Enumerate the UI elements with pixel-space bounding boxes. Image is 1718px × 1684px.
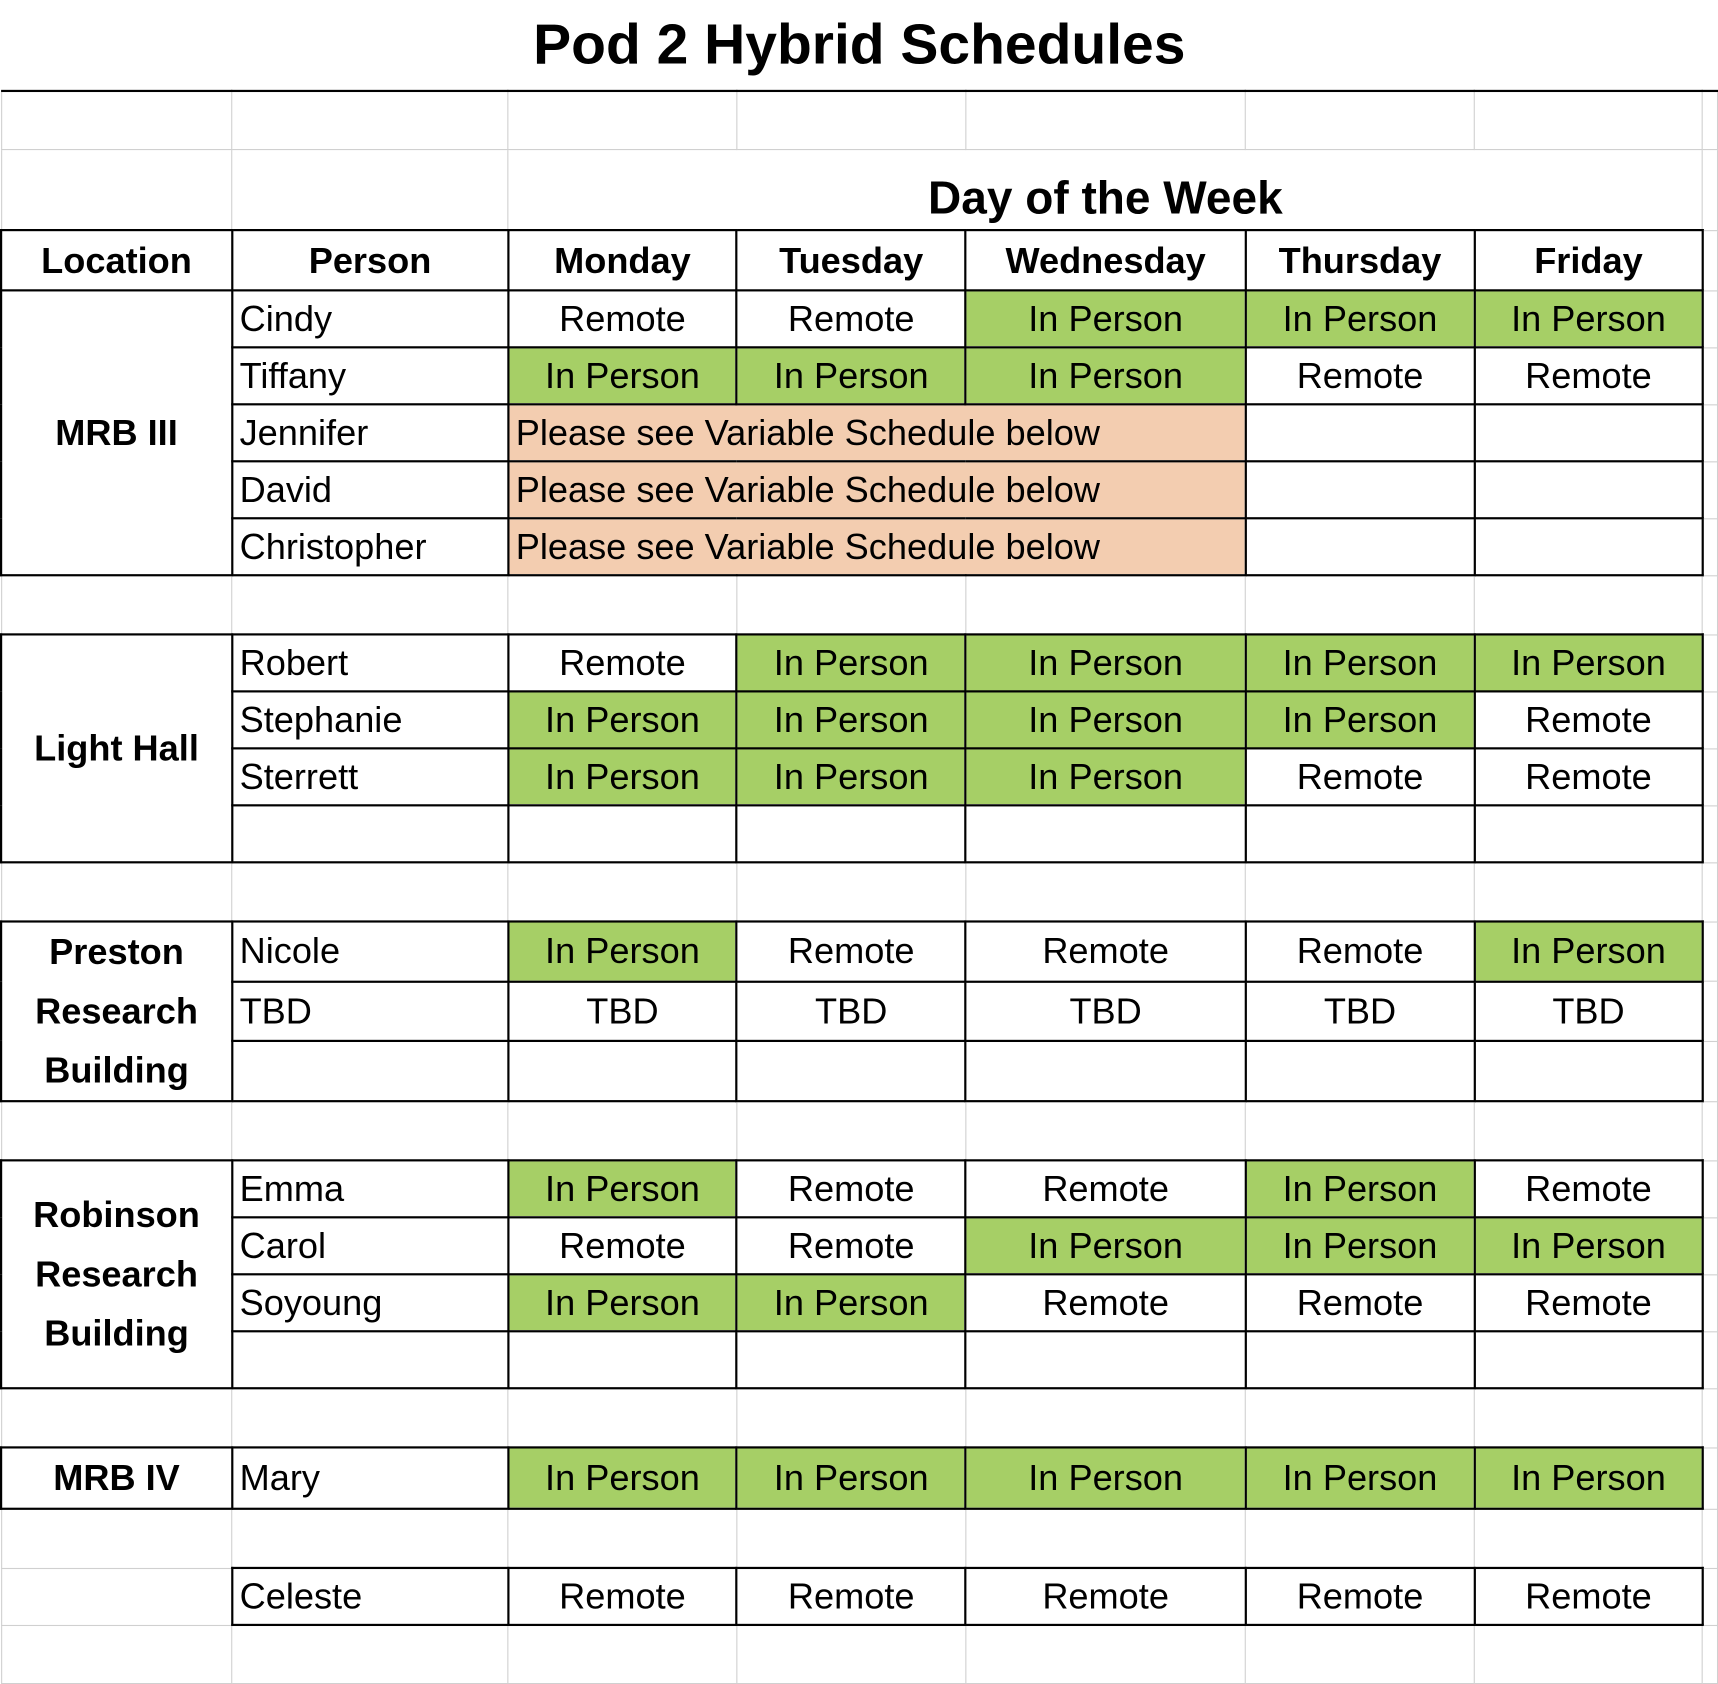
person-cell[interactable]: Nicole: [232, 921, 508, 981]
person-cell[interactable]: [232, 1041, 508, 1101]
schedule-cell-monday[interactable]: In Person: [508, 691, 737, 748]
schedule-cell-wednesday[interactable]: In Person: [966, 347, 1246, 404]
schedule-cell-thursday[interactable]: [1246, 1041, 1475, 1101]
schedule-cell-tuesday[interactable]: [737, 1041, 966, 1101]
person-cell[interactable]: Tiffany: [232, 347, 508, 404]
schedule-cell-tuesday[interactable]: [737, 805, 966, 862]
schedule-cell-monday[interactable]: Remote: [508, 1217, 737, 1274]
person-cell[interactable]: David: [232, 461, 508, 518]
schedule-cell-tuesday[interactable]: In Person: [737, 748, 966, 805]
schedule-cell-friday[interactable]: In Person: [1474, 290, 1702, 347]
variable-schedule-note[interactable]: Please see Variable Schedule below: [508, 518, 1246, 575]
empty-cell[interactable]: [1474, 404, 1702, 461]
schedule-cell-wednesday[interactable]: In Person: [966, 290, 1246, 347]
table-row: [1, 347, 1717, 404]
table-row: [1, 461, 1717, 518]
table-row: [1, 290, 1717, 347]
schedule-cell-monday[interactable]: In Person: [508, 1447, 737, 1508]
empty-cell[interactable]: [1246, 404, 1475, 461]
column-header-tuesday: Tuesday: [737, 230, 966, 290]
variable-schedule-note[interactable]: Please see Variable Schedule below: [508, 461, 1246, 518]
schedule-cell-thursday[interactable]: In Person: [1246, 1217, 1475, 1274]
empty-cell[interactable]: [1246, 518, 1475, 575]
schedule-cell-monday[interactable]: [508, 1331, 737, 1388]
schedule-cell-wednesday[interactable]: In Person: [966, 748, 1246, 805]
person-cell[interactable]: Emma: [232, 1160, 508, 1217]
schedule-cell-monday[interactable]: In Person: [508, 1160, 737, 1217]
column-header-location: Location: [1, 230, 232, 290]
schedule-cell-tuesday[interactable]: In Person: [737, 634, 966, 691]
column-header-wednesday: Wednesday: [966, 230, 1246, 290]
schedule-cell-friday[interactable]: Remote: [1474, 1274, 1702, 1331]
table-row: [1, 518, 1717, 575]
table-row: [1, 634, 1717, 691]
schedule-cell-friday[interactable]: In Person: [1474, 921, 1702, 981]
schedule-cell-tuesday[interactable]: Remote: [737, 290, 966, 347]
schedule-cell-thursday[interactable]: In Person: [1246, 691, 1475, 748]
schedule-cell-friday[interactable]: [1474, 1331, 1702, 1388]
table-row: [1, 1160, 1717, 1217]
table-row: [1, 748, 1717, 805]
schedule-cell-thursday[interactable]: Remote: [1246, 1274, 1475, 1331]
schedule-cell-friday[interactable]: In Person: [1474, 1217, 1702, 1274]
schedule-cell-thursday[interactable]: [1246, 805, 1475, 862]
column-header-person: Person: [232, 230, 508, 290]
location-cell[interactable]: [1, 1568, 232, 1625]
schedule-cell-wednesday[interactable]: [966, 1331, 1246, 1388]
schedule-cell-thursday[interactable]: In Person: [1246, 1160, 1475, 1217]
table-row: [1, 1041, 1717, 1101]
person-cell[interactable]: Sterrett: [232, 748, 508, 805]
schedule-cell-thursday[interactable]: In Person: [1246, 634, 1475, 691]
table-row: [1, 404, 1717, 461]
schedule-cell-monday[interactable]: Remote: [508, 634, 737, 691]
schedule-cell-monday[interactable]: [508, 1041, 737, 1101]
location-cell[interactable]: MRB IV: [1, 1447, 232, 1508]
schedule-cell-friday[interactable]: Remote: [1474, 691, 1702, 748]
empty-cell[interactable]: [1474, 461, 1702, 518]
variable-schedule-note[interactable]: Please see Variable Schedule below: [508, 404, 1246, 461]
schedule-cell-wednesday[interactable]: Remote: [966, 1274, 1246, 1331]
table-row: [1, 1447, 1717, 1508]
schedule-cell-wednesday[interactable]: [966, 805, 1246, 862]
schedule-cell-friday[interactable]: Remote: [1474, 347, 1702, 404]
column-header-friday: Friday: [1474, 230, 1702, 290]
schedule-cell-tuesday[interactable]: In Person: [737, 1274, 966, 1331]
person-cell[interactable]: Soyoung: [232, 1274, 508, 1331]
person-cell[interactable]: TBD: [232, 981, 508, 1041]
person-cell[interactable]: [232, 1331, 508, 1388]
table-row: [1, 805, 1717, 862]
day-of-week-heading: Day of the Week: [508, 150, 1703, 231]
person-cell[interactable]: Carol: [232, 1217, 508, 1274]
schedule-cell-wednesday[interactable]: In Person: [966, 691, 1246, 748]
schedule-cell-monday[interactable]: TBD: [508, 981, 737, 1041]
location-cell[interactable]: Preston Research Building: [1, 921, 232, 1101]
schedule-cell-monday[interactable]: Remote: [508, 1568, 737, 1625]
schedule-cell-thursday[interactable]: Remote: [1246, 921, 1475, 981]
person-cell[interactable]: Mary: [232, 1447, 508, 1508]
schedule-cell-wednesday[interactable]: In Person: [966, 634, 1246, 691]
schedule-cell-friday[interactable]: Remote: [1474, 1568, 1702, 1625]
column-header-monday: Monday: [508, 230, 737, 290]
schedule-cell-monday[interactable]: In Person: [508, 921, 737, 981]
location-cell[interactable]: MRB III: [1, 290, 232, 575]
table-row: [1, 1568, 1717, 1625]
person-cell[interactable]: [232, 805, 508, 862]
location-cell[interactable]: Light Hall: [1, 634, 232, 862]
sheet-title: Pod 2 Hybrid Schedules: [1, 0, 1717, 91]
schedule-cell-thursday[interactable]: In Person: [1246, 1447, 1475, 1508]
schedule-cell-tuesday[interactable]: [737, 1331, 966, 1388]
schedule-cell-tuesday[interactable]: In Person: [737, 691, 966, 748]
table-row: [1, 981, 1717, 1041]
schedule-cell-friday[interactable]: Remote: [1474, 1160, 1702, 1217]
schedule-cell-thursday[interactable]: [1246, 1331, 1475, 1388]
schedule-cell-friday[interactable]: Remote: [1474, 748, 1702, 805]
schedule-cell-wednesday[interactable]: TBD: [966, 981, 1246, 1041]
column-header-thursday: Thursday: [1246, 230, 1475, 290]
empty-cell[interactable]: [1474, 518, 1702, 575]
schedule-cell-friday[interactable]: In Person: [1474, 1447, 1702, 1508]
schedule-cell-thursday[interactable]: TBD: [1246, 981, 1475, 1041]
schedule-cell-tuesday[interactable]: Remote: [737, 1568, 966, 1625]
schedule-cell-wednesday[interactable]: In Person: [966, 1217, 1246, 1274]
schedule-cell-tuesday[interactable]: Remote: [737, 1160, 966, 1217]
schedule-cell-monday[interactable]: [508, 805, 737, 862]
table-row: [1, 691, 1717, 748]
person-cell[interactable]: Jennifer: [232, 404, 508, 461]
person-cell[interactable]: Robert: [232, 634, 508, 691]
schedule-cell-tuesday[interactable]: In Person: [737, 347, 966, 404]
schedule-cell-monday[interactable]: In Person: [508, 347, 737, 404]
header-row: [1, 230, 1717, 290]
empty-cell[interactable]: [1246, 461, 1475, 518]
schedule-cell-thursday[interactable]: In Person: [1246, 290, 1475, 347]
schedule-cell-friday[interactable]: [1474, 805, 1702, 862]
table-row: [1, 1217, 1717, 1274]
schedule-cell-tuesday[interactable]: Remote: [737, 1217, 966, 1274]
table-row: [1, 1331, 1717, 1388]
schedule-cell-wednesday[interactable]: Remote: [966, 1568, 1246, 1625]
person-cell[interactable]: Stephanie: [232, 691, 508, 748]
table-row: [1, 1274, 1717, 1331]
schedule-cell-tuesday[interactable]: Remote: [737, 921, 966, 981]
schedule-cell-friday[interactable]: In Person: [1474, 634, 1702, 691]
person-cell[interactable]: Cindy: [232, 290, 508, 347]
schedule-cell-monday[interactable]: In Person: [508, 748, 737, 805]
schedule-cell-friday[interactable]: [1474, 1041, 1702, 1101]
schedule-cell-friday[interactable]: TBD: [1474, 981, 1702, 1041]
person-cell[interactable]: Celeste: [232, 1568, 508, 1625]
schedule-cell-thursday[interactable]: Remote: [1246, 748, 1475, 805]
schedule-cell-wednesday[interactable]: Remote: [966, 921, 1246, 981]
schedule-cell-monday[interactable]: Remote: [508, 290, 737, 347]
schedule-cell-tuesday[interactable]: TBD: [737, 981, 966, 1041]
person-cell[interactable]: Christopher: [232, 518, 508, 575]
schedule-cell-wednesday[interactable]: In Person: [966, 1447, 1246, 1508]
location-cell[interactable]: Robinson Research Building: [1, 1160, 232, 1388]
schedule-cell-thursday[interactable]: Remote: [1246, 1568, 1475, 1625]
schedule-cell-thursday[interactable]: Remote: [1246, 347, 1475, 404]
table-row: [1, 921, 1717, 981]
schedule-cell-wednesday[interactable]: Remote: [966, 1160, 1246, 1217]
schedule-cell-wednesday[interactable]: [966, 1041, 1246, 1101]
schedule-cell-tuesday[interactable]: In Person: [737, 1447, 966, 1508]
schedule-cell-monday[interactable]: In Person: [508, 1274, 737, 1331]
